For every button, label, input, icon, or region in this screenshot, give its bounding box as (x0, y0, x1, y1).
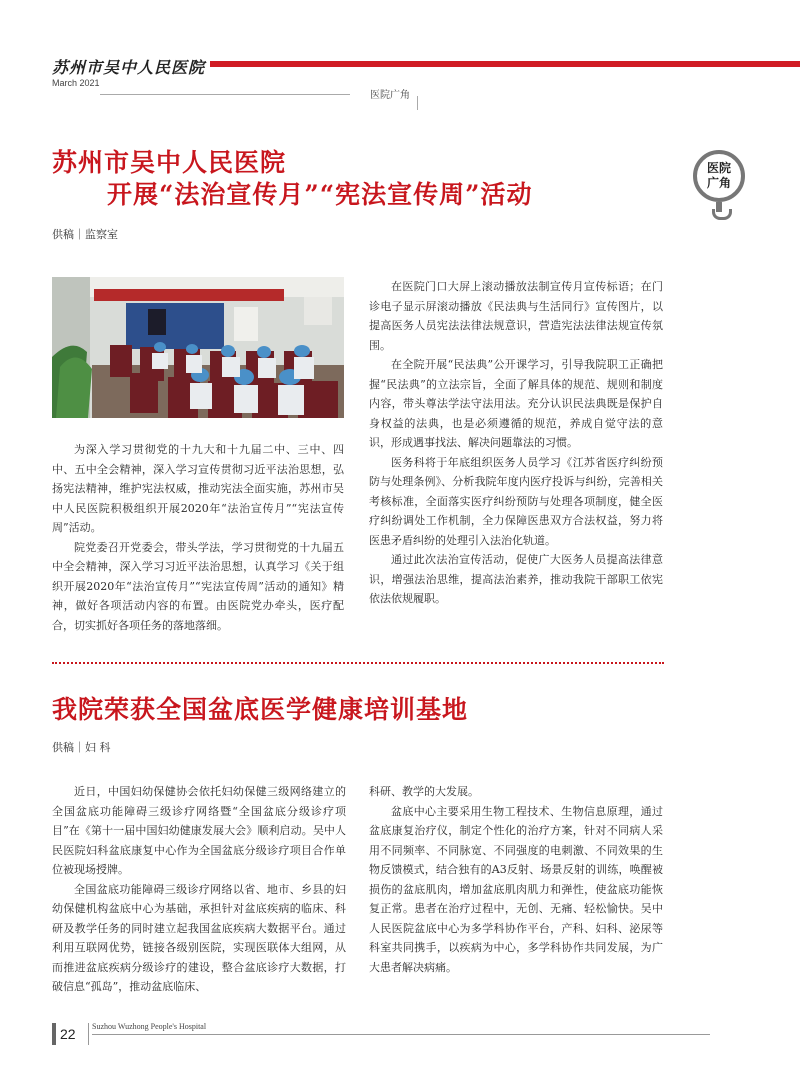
badge-hook (712, 209, 732, 220)
page-number: 22 (60, 1026, 76, 1042)
article-separator (52, 662, 664, 664)
article2-left-para-1: 近日，中国妇幼保健协会依托妇幼保健三级网络建立的全国盆底功能障碍三级诊疗网络暨“全国盆底分级诊疗项目”在《第十一届中国妇幼健康发展大会》顺利启动。吴中人民医院妇科盆底康复中心作为全国盆底分级诊疗项目合作单位被现场授牌。 (52, 785, 346, 876)
hospital-name-header: 苏州市吴中人民医院 (52, 58, 206, 77)
footer-divider (88, 1023, 89, 1045)
section-divider (417, 96, 418, 110)
article2-title: 我院荣获全国盆底医学健康培训基地 (52, 695, 469, 724)
article1-title-line2: 开展“法治宣传月”“宪法宣传周”活动 (107, 180, 533, 209)
article1-title-line1: 苏州市吴中人民医院 (52, 148, 287, 177)
issue-date: March 2021 (52, 78, 100, 88)
article1-right-para-1: 在医院门口大屏上滚动播放法制宣传月宣传标语；在门诊电子显示屏滚动播放《民法典与生活同行》宣传图片，以提高医务人员宪法法律法规意识，营造宪法法律法规宣传氛围。 (369, 280, 663, 352)
article1-right-para-4: 通过此次法治宣传活动，促使广大医务人员提高法律意识，增强法治思维，提高法治素养，推动我院干部职工依宪依法依规履职。 (369, 553, 663, 605)
article2-left-para-2: 全国盆底功能障碍三级诊疗网络以省、地市、乡县的妇幼保健机构盆底中心为基础，承担针对盆底疾病的临床、科研及教学任务的同时建立起我国盆底疾病大数据平台。通过利用互联网优势，链接各级别医院，实现医联体大组网，从而推进盆底疾病分级诊疗的建设，整合盆底诊疗大数据，打破信息“孤岛”，推动盆底临床、 (52, 882, 346, 993)
section-badge (693, 150, 745, 202)
article1-right-column (369, 277, 663, 609)
article2-right-para-1: 科研、教学的大发展。 (369, 785, 479, 798)
article1-byline: 供稿｜监察室 (52, 228, 118, 241)
article2-byline: 供稿｜妇 科 (52, 741, 111, 754)
meeting-photo-illustration (52, 277, 344, 418)
article1-left-para-1: 为深入学习贯彻党的十九大和十九届二中、三中、四中、五中全会精神，深入学习宣传贯彻习近平法治思想，弘扬宪法精神，维护宪法权威，推动宪法全面实施，苏州市吴中人民医院积极组织开展2020年“法治宣传月”“宪法宣传周”活动。 (52, 443, 344, 534)
article1-right-para-2: 在全院开展“民法典”公开课学习，引导我院职工正确把握“民法典”的立法宗旨，全面了解具体的规范、规则和制度内容，带头尊法学法守法用法。充分认识民法典既是保护自身权益的法典，也是必须遵循的规范，养成自觉守法的意识，形成遇事找法、解决问题靠法的习惯。 (369, 358, 663, 449)
badge-line1: 医院 (706, 161, 731, 175)
header-divider (100, 94, 350, 95)
footer-rule (92, 1034, 710, 1035)
publication-name: Suzhou Wuzhong People's Hospital (92, 1022, 207, 1031)
section-label: 医院广角 (370, 90, 410, 101)
meeting-photo (52, 277, 344, 418)
header-red-bar (210, 61, 800, 67)
article1-left-column (52, 440, 344, 635)
article1-left-para-2: 院党委召开党委会，带头学法，学习贯彻党的十九届五中全会精神，深入学习习近平法治思想，认真学习《关于组织开展2020年“法治宣传月”“宪法宣传周”活动的通知》精神，做好各项活动内容的布置。由医院党办牵头，医疗配合，切实抓好各项任务的落地落细。 (52, 540, 344, 632)
footer-bar (52, 1023, 56, 1045)
article1-right-para-3: 医务科将于年底组织医务人员学习《江苏省医疗纠纷预防与处理条例》、分析我院年度内医疗投诉与纠纷，完善相关考核标准，全面落实医疗纠纷预防与处理各项制度，健全医疗纠纷调处工作机制，全力保障医患双方合法权益，努力将医患矛盾纠纷的处理引入法治化轨道。 (369, 455, 663, 547)
article2-right-para-2: 盆底中心主要采用生物工程技术、生物信息原理，通过盆底康复治疗仪，制定个性化的治疗方案，针对不同病人采用不同频率、不同脉宽、不同强度的电刺激、不同效果的生物反馈模式，结合独有的A3反射、场景反射的训练，唤醒被损伤的盆底肌肉，增加盆底肌肉肌力和弹性，使盆底功能恢复正常。患者在治疗过程中，无创、无痛、轻松愉快。吴中人民医院盆底中心为多学科协作平台，产科、妇科、泌尿等科室共同携手，以疾病为中心，多学科协作共同发展，为广大患者解决病痛。 (369, 804, 663, 974)
article2-left-column (52, 782, 346, 997)
article2-right-column (369, 782, 663, 977)
badge-line2: 广角 (706, 176, 731, 190)
